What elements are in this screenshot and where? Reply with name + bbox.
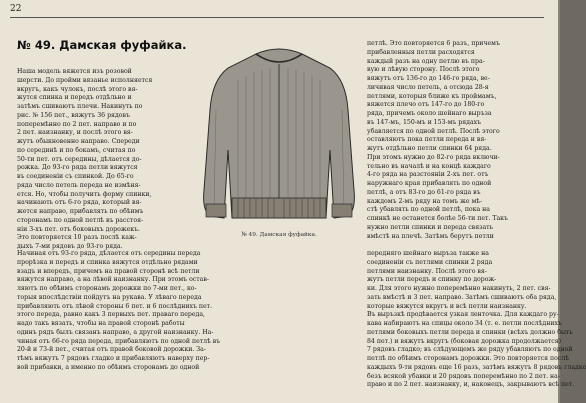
text-row: [17, 268, 549, 277]
text-row-left: ляютъ по обѣимъ сторонамъ дорожки по 7-ми пет., ко-: [17, 285, 197, 292]
text-row-right: петлями боковыхъ петли переда и спинки (всѣхъ должно быть: [367, 328, 573, 336]
column-right-text-line: оставляютъ пока петли переда и вя-: [367, 136, 487, 144]
column-right-text-line: личивая число петель, а отсюда 28-я: [367, 83, 489, 91]
text-row: [17, 372, 560, 382]
column-right-text-line: петлѣ, а отъ 83-го до 61-го ряда въ: [367, 188, 481, 196]
text-row-left: [17, 373, 360, 382]
text-row-left: торыя впослѣдствіи пойдутъ на рукава. У лѣваго переда: [17, 293, 202, 301]
text-row-left: прорѣзка и передъ и спинка вяжутся отдѣльно рядами: [17, 258, 198, 266]
figure-caption: № 49. Дамская фуфайка.: [241, 232, 317, 238]
text-row: [17, 320, 562, 329]
text-row-right: безъ всякой убавки и 20 рядовъ поперемѣнно по 2 пет. на-: [367, 372, 560, 380]
text-row: [17, 250, 549, 259]
column-right-text-line: стѣ убавлять по одной петлѣ, пока на: [367, 206, 490, 214]
column-right-text-line: каждомъ 2-мъ ряду на томъ же мѣ-: [367, 197, 483, 205]
text-row: [17, 355, 569, 364]
text-row-right: соединеніи съ петлями спинки 2 ряда: [367, 258, 493, 266]
column-left-text-line: поперемѣнно по 2 пет. направо и по: [17, 120, 137, 128]
column-left: [17, 68, 191, 252]
text-row: [17, 285, 549, 294]
column-right-text-line: прибавленныя петли расходятся: [367, 48, 475, 56]
column-right-text-line: петлями, которыя ближе къ проймамъ,: [367, 92, 497, 100]
column-left-text-line: дыхъ 7-ми рядовъ до 93-го ряда.: [17, 243, 123, 250]
column-left-text-line: сторонамъ по одной петлѣ въ расстоя-: [17, 216, 144, 224]
column-right-text-line: наружнаго края прибавлять по одной: [367, 180, 492, 187]
text-row-left: чиная отъ 66-го ряда переда, прибавляютъ по одной петлѣ въ: [17, 337, 221, 345]
column-right-text-line: спинкѣ не останется болѣе 56-ти пет. Такъ: [367, 215, 508, 222]
column-right-text-line: въ 147-мъ, 150-мъ и 153-мъ рядахъ: [367, 118, 482, 126]
text-row-left: прибавляють отъ лѣвой стороны 6 пет. и 6 послѣднихъ пет.: [17, 302, 213, 310]
column-right-text-line: каждый разъ на одну петлю въ пра-: [367, 57, 485, 65]
text-row-right: право и по 2 пет. наизнанку, и, наконецъ, закрываютъ всѣ пет.: [367, 381, 575, 389]
text-row: [17, 381, 575, 390]
text-row: [17, 303, 549, 312]
text-row-right: кава набираютъ на спицы около 34 (т. е. петли послѣднихъ: [367, 320, 562, 327]
column-left-text-line: жется направо, прибавлять по обѣимъ: [17, 208, 144, 215]
column-left-text-line: 50-ти пет. отъ середины, дѣлается до-: [17, 155, 142, 163]
text-row: [17, 363, 586, 373]
text-row-left: [17, 381, 360, 390]
page-number: 22: [10, 4, 22, 14]
text-row-right: которые вяжутся вкругъ и всѣ петли наизнанку.: [367, 302, 527, 310]
column-left-text-line: въ соединеніи съ спинкой. До 65-го: [17, 173, 134, 180]
column-left-text-line: рожка. До 93-го ряда петли вяжутся: [17, 164, 138, 172]
text-row-left: 20-й и 73-й пет., считая отъ правой боковой дорожки. За-: [17, 346, 206, 354]
column-right-text-line: вую и лѣвую сторону. Послѣ этого: [367, 66, 480, 74]
column-right-text-line: жутъ отдѣльно петли спинки 64 ряда.: [367, 145, 492, 152]
column-left-text-line: жутся спинка и передъ отдѣльно и: [17, 94, 132, 102]
text-row-right: 84 пет.) и вяжутъ вкругъ (боковая дорожка продолжается): [367, 337, 562, 345]
text-row-left: тѣмъ вяжутъ 7 рядовъ гладко и прибавляютъ наверху пер-: [17, 355, 210, 362]
column-left-text-line: вкругъ, какъ чулокъ, послѣ этого вя-: [17, 85, 138, 93]
column-right-text-line: ряда, причемъ около шейнаго выръза: [367, 110, 492, 117]
text-row-right: зать вмѣстѣ и 3 пет. направо. Затѣмъ сшиваютъ оба ряда,: [367, 293, 557, 301]
column-left-text-line: начинають отъ 6-го ряда, который вя-: [17, 199, 142, 207]
article-title: № 49. Дамская фуфайка.: [17, 38, 187, 52]
text-row: [17, 259, 549, 268]
column-left-text-line: ряда число петель переда не измѣня-: [17, 181, 141, 189]
text-row: [17, 337, 562, 347]
text-row-right: ки. Для этого нужно поперемѣнно накинуть, 2 пет. свя-: [367, 285, 551, 292]
text-row: [17, 328, 573, 338]
text-row-right: 7 рядовъ гладко; въ слѣдующемъ же ряду убавляютъ по одной: [367, 346, 573, 354]
column-left-text-line: Это повторяется 10 разъ послѣ каж-: [17, 234, 137, 242]
text-row-left: надо такъ вязать, чтобы на правой сторонѣ работы: [17, 320, 185, 327]
text-row-right: жутъ петли передъ и спинку по дорож-: [367, 276, 497, 284]
column-right-text-line: убавляется по одной петлѣ. Послѣ этого: [367, 127, 500, 135]
column-left-text-line: ніи 3-хъ пет. отъ боковыхъ дорожекъ.: [17, 225, 140, 233]
text-row-left: вяжутся направо, а на лѣвой наизнанку. При этомъ остав-: [17, 276, 209, 284]
column-right-text-line: тельно въ началѣ и на концѣ каждаго: [367, 162, 491, 170]
text-row-right: петлями наизнанку. Послѣ этого вя-: [367, 267, 487, 275]
column-right-text-line: вяжется плечо отъ 147-го до 180-го: [367, 101, 485, 109]
text-row-left: Начиная отъ 93-го ряда, дѣлается отъ середины переда: [17, 250, 201, 257]
text-row-left: этого переда, равно какъ 3 первыхъ пет. праваго переда,: [17, 311, 206, 319]
column-right-text-line: петлѣ. Это повторяется 6 разъ, причемъ: [367, 40, 500, 47]
text-row-right: передняго шейнаго выръза также на: [367, 250, 489, 257]
column-left-text-line: 2 пет. наизнанку, и послѣ этого вя-: [17, 129, 133, 137]
text-row-right: Въ выръзкѣ продѣвается узкая ленточка. Для каждаго ру-: [367, 311, 559, 319]
column-left-text-line: рис. № 156 пет., вяжутъ 36 рядовъ: [17, 111, 130, 119]
text-row-right: петлѣ по обѣимъ сторонамъ дорожки. Это повторяется послѣ: [367, 355, 569, 362]
column-right-text-line: При этомъ нужно до 82-го ряда включи-: [367, 153, 500, 161]
column-right-text-line: нужно петли спинки и переда связать: [367, 223, 493, 231]
text-row: [17, 293, 557, 303]
column-right-text-line: вяжутъ отъ 136-го до 146-го ряда, ве-: [367, 75, 490, 82]
text-row-left: взадъ и впередъ, причемъ на правой сторонѣ всѣ петли: [17, 267, 200, 275]
text-row: [17, 311, 559, 320]
lower-text-block: [17, 250, 586, 390]
header-rule: [10, 17, 544, 18]
column-left-text-line: жутъ обыкновенно направо. Спереди: [17, 138, 140, 145]
column-right: [367, 40, 549, 241]
sweater-illustration: [198, 40, 360, 230]
column-right-text-line: вмѣстѣ на плечѣ. Затѣмъ берутъ петли: [367, 232, 494, 240]
text-row: [17, 276, 549, 285]
column-left-text-line: затѣмъ сшиваютъ плечи. Накинуть по: [17, 103, 143, 110]
text-row-left: одинъ рядъ былъ связанъ направо, а другой наизнанку. На-: [17, 328, 214, 336]
column-right-text-line: 4-го ряда на разстояніи 2-хъ пет. отъ: [367, 171, 489, 179]
column-left-text-line: ется. Но, чтобы получить форму спинки,: [17, 190, 152, 198]
text-row: [17, 346, 573, 355]
column-left-text-line: Наша модель вяжется изъ розовой: [17, 68, 132, 75]
text-row-right: каждыхъ 9-ти рядовъ еще 16 разъ, затѣмъ вяжутъ 8 рядовъ гладко: [367, 363, 586, 371]
column-left-text-line: шерсти. До пройми вязанье исполняется: [17, 76, 153, 84]
text-row-left: вой прибавки, а именно по обѣимъ сторонамъ до одной: [17, 363, 200, 371]
column-left-text-line: по серединѣ и по бокамъ, считая по: [17, 146, 136, 154]
